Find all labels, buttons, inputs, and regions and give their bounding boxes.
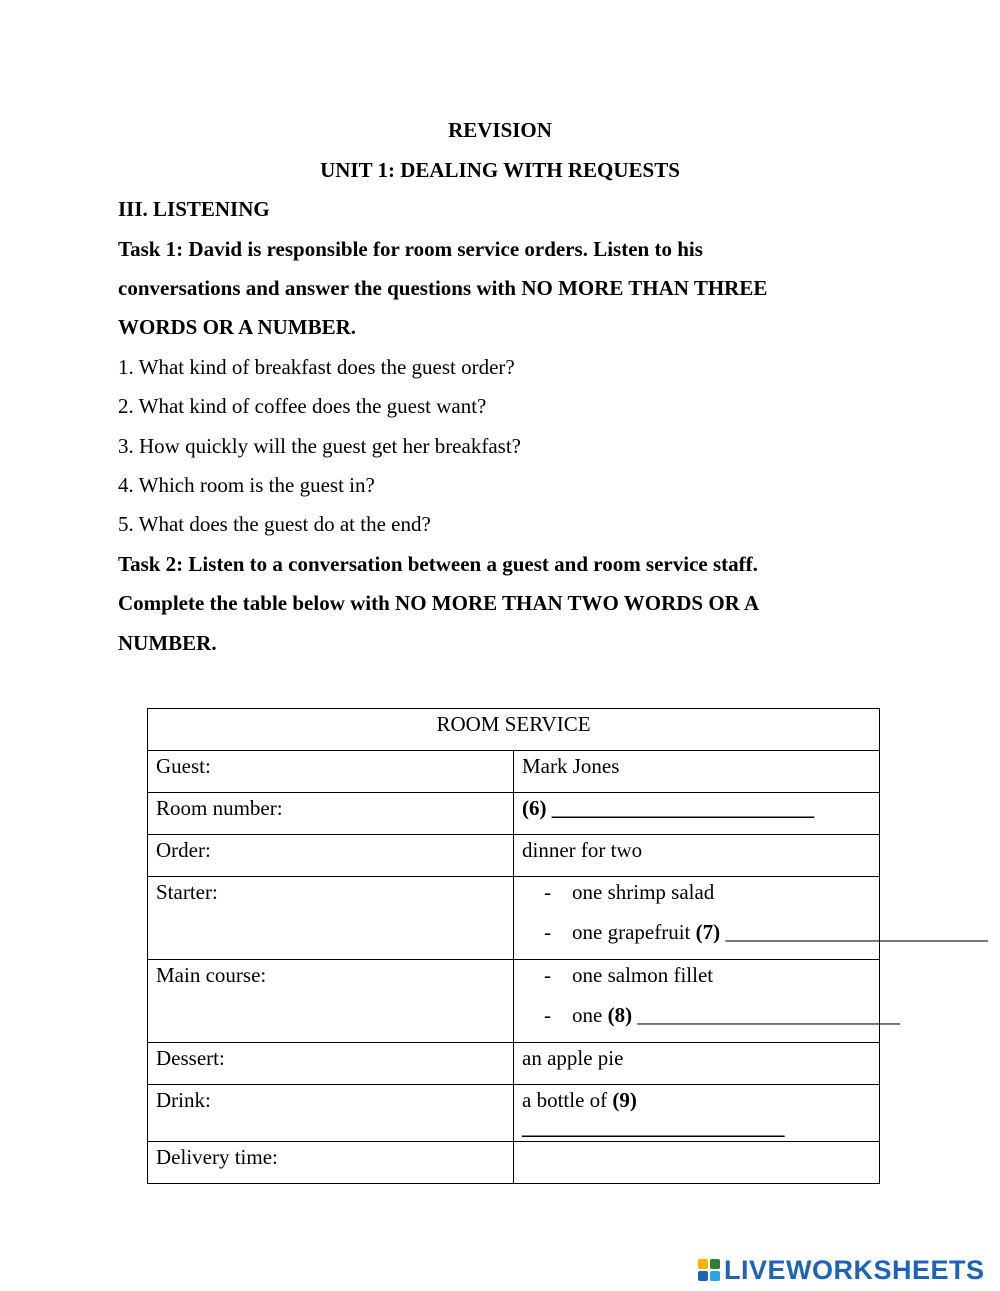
drink-label: Drink: bbox=[148, 1085, 514, 1142]
room-number-label: Room number: bbox=[148, 793, 514, 835]
blank-6-number: (6) bbox=[522, 796, 547, 820]
order-label: Order: bbox=[148, 835, 514, 877]
table-row bbox=[148, 960, 880, 1043]
table-row bbox=[148, 1142, 880, 1184]
task2-instruction-line2: Complete the table below with NO MORE THAN TWO WORDS OR A bbox=[118, 591, 760, 615]
main-course-label: Main course: bbox=[148, 960, 514, 1043]
starter-cell bbox=[514, 877, 988, 960]
logo-text: LIVEWORKSHEETS bbox=[724, 1254, 985, 1285]
blank-8-number: (8) bbox=[607, 1003, 633, 1027]
guest-value: Mark Jones bbox=[514, 751, 880, 793]
blank-9-answer-line[interactable]: _________________________ bbox=[522, 1115, 785, 1139]
liveworksheets-logo bbox=[698, 1254, 985, 1286]
list-item bbox=[514, 919, 988, 959]
section-heading: III. LISTENING bbox=[118, 197, 270, 221]
list-item bbox=[514, 962, 879, 1002]
question-2: 2. What kind of coffee does the guest want? bbox=[118, 394, 487, 418]
bullet-dash: - bbox=[544, 1003, 551, 1027]
blank-7-number: (7) bbox=[695, 920, 721, 944]
room-service-table bbox=[147, 708, 988, 1184]
starter-label: Starter: bbox=[148, 877, 514, 960]
table-row bbox=[148, 835, 880, 877]
blank-7-answer-line[interactable]: _________________________ bbox=[720, 920, 988, 944]
main-course-cell bbox=[514, 960, 900, 1043]
dessert-label: Dessert: bbox=[148, 1043, 514, 1085]
list-item bbox=[514, 879, 879, 919]
table-row bbox=[148, 709, 880, 751]
question-4: 4. Which room is the guest in? bbox=[118, 473, 375, 497]
list-item bbox=[514, 1002, 900, 1042]
starter-item-2-text: one grapefruit bbox=[572, 920, 696, 944]
main-item-2 bbox=[572, 1002, 900, 1029]
drink-text: a bottle of bbox=[522, 1088, 613, 1112]
delivery-time-label: Delivery time: bbox=[148, 1142, 514, 1184]
guest-label: Guest: bbox=[148, 751, 514, 793]
unit-title: UNIT 1: DEALING WITH REQUESTS bbox=[320, 158, 680, 182]
table-row bbox=[148, 751, 880, 793]
blank-6-answer-line[interactable]: _________________________ bbox=[551, 796, 815, 820]
starter-item-1: one shrimp salad bbox=[572, 880, 715, 904]
logo-block bbox=[698, 1259, 708, 1269]
logo-blocks-icon bbox=[698, 1259, 720, 1281]
question-1: 1. What kind of breakfast does the guest order? bbox=[118, 355, 515, 379]
blank-8-answer-line[interactable]: _________________________ bbox=[632, 1003, 900, 1027]
bullet-dash: - bbox=[544, 963, 551, 987]
table-row bbox=[148, 1085, 880, 1142]
table-row bbox=[148, 1043, 880, 1085]
task2-instruction-line3: NUMBER. bbox=[118, 631, 217, 655]
room-number-cell bbox=[514, 793, 880, 835]
bullet-dash: - bbox=[544, 920, 551, 944]
bullet-dash: - bbox=[544, 880, 551, 904]
logo-block bbox=[698, 1271, 708, 1281]
question-3: 3. How quickly will the guest get her breakfast? bbox=[118, 434, 521, 458]
logo-block bbox=[710, 1271, 720, 1281]
drink-cell bbox=[514, 1085, 880, 1142]
logo-block bbox=[710, 1259, 720, 1269]
question-5: 5. What does the guest do at the end? bbox=[118, 512, 431, 536]
task1-instruction-line1: Task 1: David is responsible for room service orders. Listen to his bbox=[118, 237, 703, 261]
delivery-time-answer[interactable] bbox=[514, 1142, 880, 1184]
task1-instruction-line3: WORDS OR A NUMBER. bbox=[118, 315, 357, 339]
dessert-value: an apple pie bbox=[514, 1043, 880, 1085]
main-item-2-text: one bbox=[572, 1003, 608, 1027]
blank-9-number: (9) bbox=[612, 1088, 637, 1112]
starter-item-2 bbox=[572, 919, 988, 946]
table-row bbox=[148, 877, 880, 960]
task1-instruction-line2: conversations and answer the questions with NO MORE THAN THREE bbox=[118, 276, 768, 300]
page-title: REVISION bbox=[448, 118, 552, 142]
table-row bbox=[148, 793, 880, 835]
order-value: dinner for two bbox=[514, 835, 880, 877]
table-title: ROOM SERVICE bbox=[148, 709, 880, 751]
task2-instruction-line1: Task 2: Listen to a conversation between a guest and room service staff. bbox=[118, 552, 758, 576]
main-item-1: one salmon fillet bbox=[572, 963, 714, 987]
